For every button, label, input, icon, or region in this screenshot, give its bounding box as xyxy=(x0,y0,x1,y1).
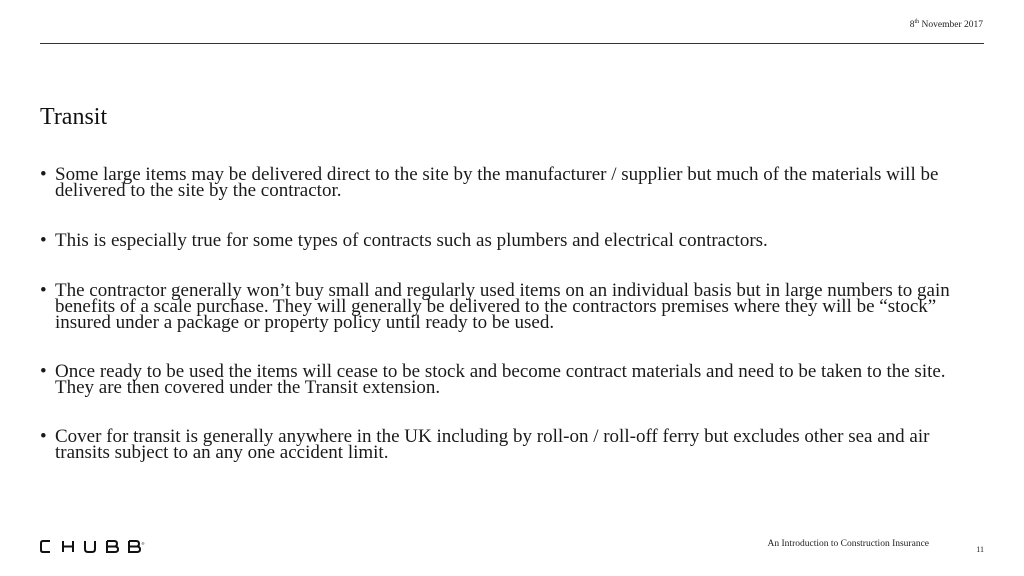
bullet-dot-icon: • xyxy=(40,280,47,301)
bullet-text: This is especially true for some types of contracts such as plumbers and electrical contractors. xyxy=(55,230,768,251)
date-suffix: th xyxy=(914,19,920,25)
logo-text: CHUBB xyxy=(40,540,44,541)
date-month-year: November 2017 xyxy=(919,20,983,30)
bullet-dot-icon: • xyxy=(40,230,47,251)
chubb-logo xyxy=(40,540,146,553)
page-number: 11 xyxy=(976,545,984,554)
date-day: 8 xyxy=(909,20,915,30)
bullet-text: Once ready to be used the items will cease to be stock and become contract materials and need to be taken to the site. They are then covered under the Transit extension. xyxy=(55,361,946,398)
header-divider xyxy=(40,43,984,44)
header-date xyxy=(910,20,983,30)
bullet-item xyxy=(40,164,975,201)
bullet-item xyxy=(40,230,975,251)
bullet-list xyxy=(40,164,975,495)
bullet-item xyxy=(40,426,975,463)
presentation-title: An Introduction to Construction Insurance xyxy=(767,539,929,549)
bullet-item xyxy=(40,361,975,398)
bullet-text: Some large items may be delivered direct to the site by the manufacturer / supplier but much of the materials will be delivered to the site by the contractor. xyxy=(55,164,939,201)
bullet-item xyxy=(40,280,975,333)
bullet-dot-icon: • xyxy=(40,426,47,447)
bullet-text: The contractor generally won’t buy small and regularly used items on an individual basis but in large numbers to gain benefits of a scale purchase. They will generally be delivered to the contractors premises where they will be “stock” insured under a package or property policy until ready to be used. xyxy=(55,280,950,333)
bullet-dot-icon: • xyxy=(40,164,47,185)
logo-registered-mark: ® xyxy=(141,541,145,546)
bullet-dot-icon: • xyxy=(40,361,47,382)
bullet-text: Cover for transit is generally anywhere in the UK including by roll-on / roll-off ferry but excludes other sea and air transits subject to an any one accident limit. xyxy=(55,426,930,463)
slide-title: Transit xyxy=(40,104,108,130)
